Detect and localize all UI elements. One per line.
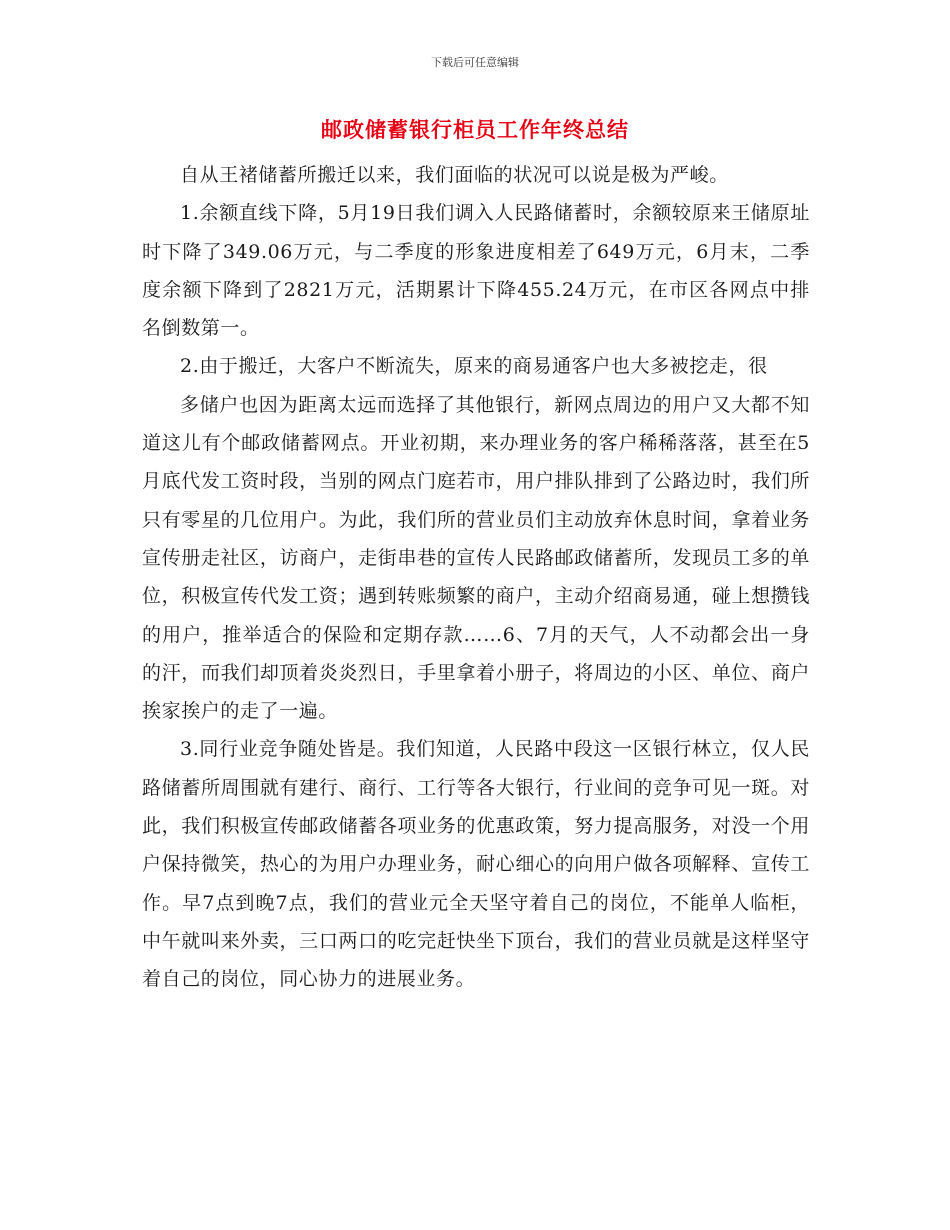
document-body bbox=[142, 156, 810, 999]
paragraph-outreach: 多储户也因为距离太远而选择了其他银行，新网点周边的用户又大都不知道这儿有个邮政储蓄网点。开业初期，来办理业务的客户稀稀落落，甚至在5月底代发工资时段，当别的网点门庭若市，用户排队排到了公路边时，我们所只有零星的几位用户。为此，我们所的营业员们主动放弃休息时间，拿着业务宣传册走社区，访商户，走街串巷的宣传人民路邮政储蓄所，发现员工多的单位，积极宣传代发工资；遇到转账频繁的商户，主动介绍商易通，碰上想攒钱的用户，推举适合的保险和定期存款……6、7月的天气，人不动都会出一身的汗，而我们却顶着炎炎烈日，手里拿着小册子，将周边的小区、单位、商户挨家挨户的走了一遍。 bbox=[142, 393, 810, 723]
paragraph-intro: 自从王褚储蓄所搬迁以来，我们面临的状况可以说是极为严峻。 bbox=[180, 164, 729, 186]
paragraph-customer-loss: 2.由于搬迁，大客户不断流失，原来的商易通客户也大多被挖走，很 bbox=[180, 355, 768, 378]
paragraph-competition: 3.同行业竞争随处皆是。我们知道，人民路中段这一区银行林立，仅人民路储蓄所周围就有建行、商行、工行等各大银行，行业间的竞争可见一斑。对此，我们积极宣传邮政储蓄各项业务的优惠政策，努力提高服务，对没一个用户保持微笑，热心的为用户办理业务，耐心细心的向用户做各项解释、宣传工作。早7点到晚7点，我们的营业元全天坚守着自己的岗位，不能单人临柜，中午就叫来外卖，三口两口的吃完赶快坐下顶台，我们的营业员就是这样坚守着自己的岗位，同心协力的进展业务。 bbox=[142, 738, 810, 991]
paragraph-balance-decline: 1.余额直线下降，5月19日我们调入人民路储蓄时，余额较原来王储原址时下降了349.06万元，与二季度的形象进度相差了649万元，6月末，二季度余额下降到了2821万元，活期累计下降455.24万元，在市区各网点中排名倒数第一。 bbox=[142, 202, 810, 340]
header-note: 下载后可任意编辑 bbox=[431, 56, 519, 69]
document-title: 邮政储蓄银行柜员工作年终总结 bbox=[321, 118, 629, 142]
